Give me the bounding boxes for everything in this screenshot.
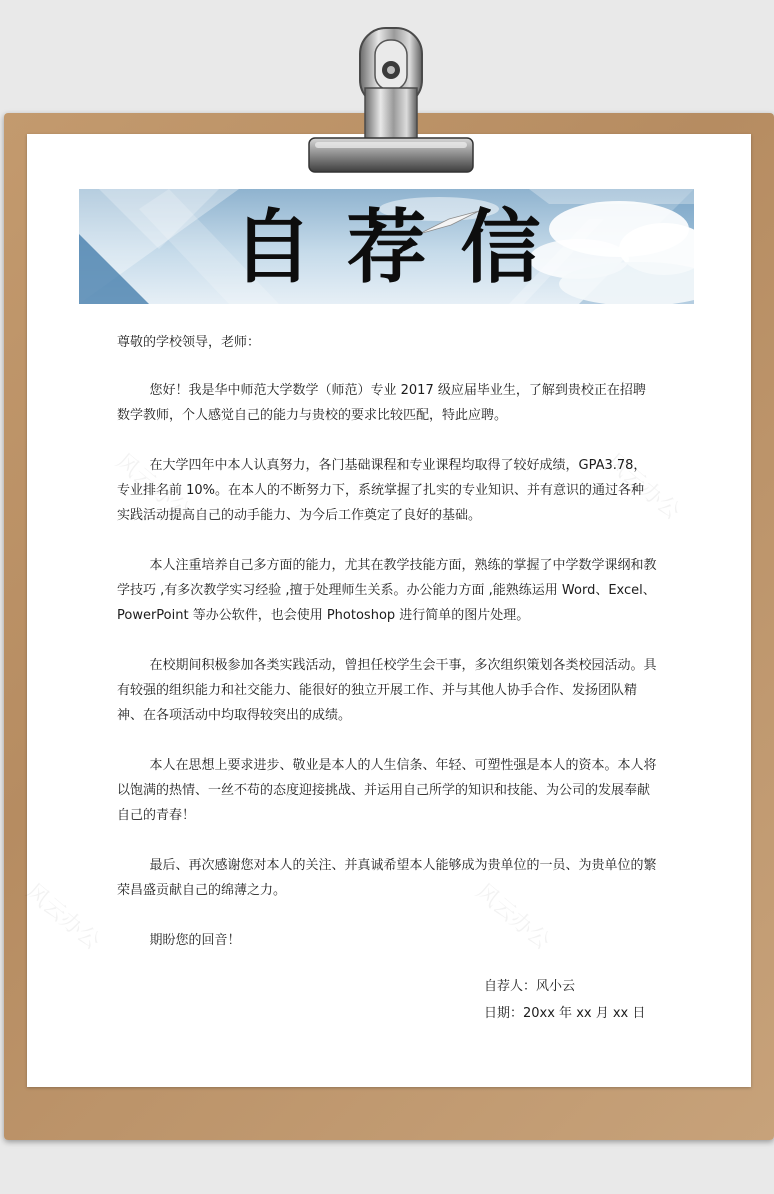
watermark: 风云办公 xyxy=(600,449,685,525)
watermark: 风云办公 xyxy=(20,879,105,955)
letter-paragraph: 本人在思想上要求进步、敬业是本人的人生信条、年轻、可塑性强是本人的资本。本人将以饱满的热情、一丝不苟的态度迎接挑战、并运用自己所学的知识和技能、为公司的发展奉献自己的青春！ xyxy=(117,758,657,823)
page-title: 自荐信 xyxy=(232,201,575,294)
letter-paragraph: 本人注重培养自己多方面的能力，尤其在教学技能方面，熟练的掌握了中学数学课纲和教学技巧 ,有多次教学实习经验 ,擅于处理师生关系。办公能力方面 ,能熟练运用 Word、Excel、PowerPoint 等办公软件，也会使用 Photoshop 进行简单的图片处理。 xyxy=(117,558,657,623)
signature-author: 自荐人：风小云 xyxy=(484,979,576,994)
watermark: 风云办公 xyxy=(470,879,555,955)
binder-clip-icon xyxy=(305,26,475,176)
letter-paragraph: 最后、再次感谢您对本人的关注、并真诚希望本人能够成为贵单位的一员、为贵单位的繁荣昌盛贡献自己的绵薄之力。 xyxy=(117,858,657,898)
letter-paragraph: 在校期间积极参加各类实践活动，曾担任校学生会干事，多次组织策划各类校园活动。具有较强的组织能力和社交能力、能很好的独立开展工作、并与其他人协手合作、发扬团队精神、在各项活动中均取得较突出的成绩。 xyxy=(117,658,657,723)
letter-closing: 期盼您的回音！ xyxy=(149,933,241,948)
letter-greeting: 尊敬的学校领导，老师： xyxy=(117,335,261,350)
signature-date: 日期：20xx 年 xx 月 xx 日 xyxy=(484,1006,646,1021)
signature-block xyxy=(484,973,645,1027)
letter-paragraph: 您好！我是华中师范大学数学（师范）专业 2017 级应届毕业生，了解到贵校正在招聘数学教师，个人感觉自己的能力与贵校的要求比较匹配，特此应聘。 xyxy=(117,383,646,423)
watermark: 风云办公 xyxy=(110,449,195,525)
letter-body xyxy=(117,330,657,978)
title-banner xyxy=(79,189,694,304)
letter-paragraph: 在大学四年中本人认真努力，各门基础课程和专业课程均取得了较好成绩，GPA3.78，专业排名前 10%。在本人的不断努力下，系统掌握了扎实的专业知识、并有意识的通过各种实践活动提高自己的动手能力、为今后工作奠定了良好的基础。 xyxy=(117,458,647,523)
